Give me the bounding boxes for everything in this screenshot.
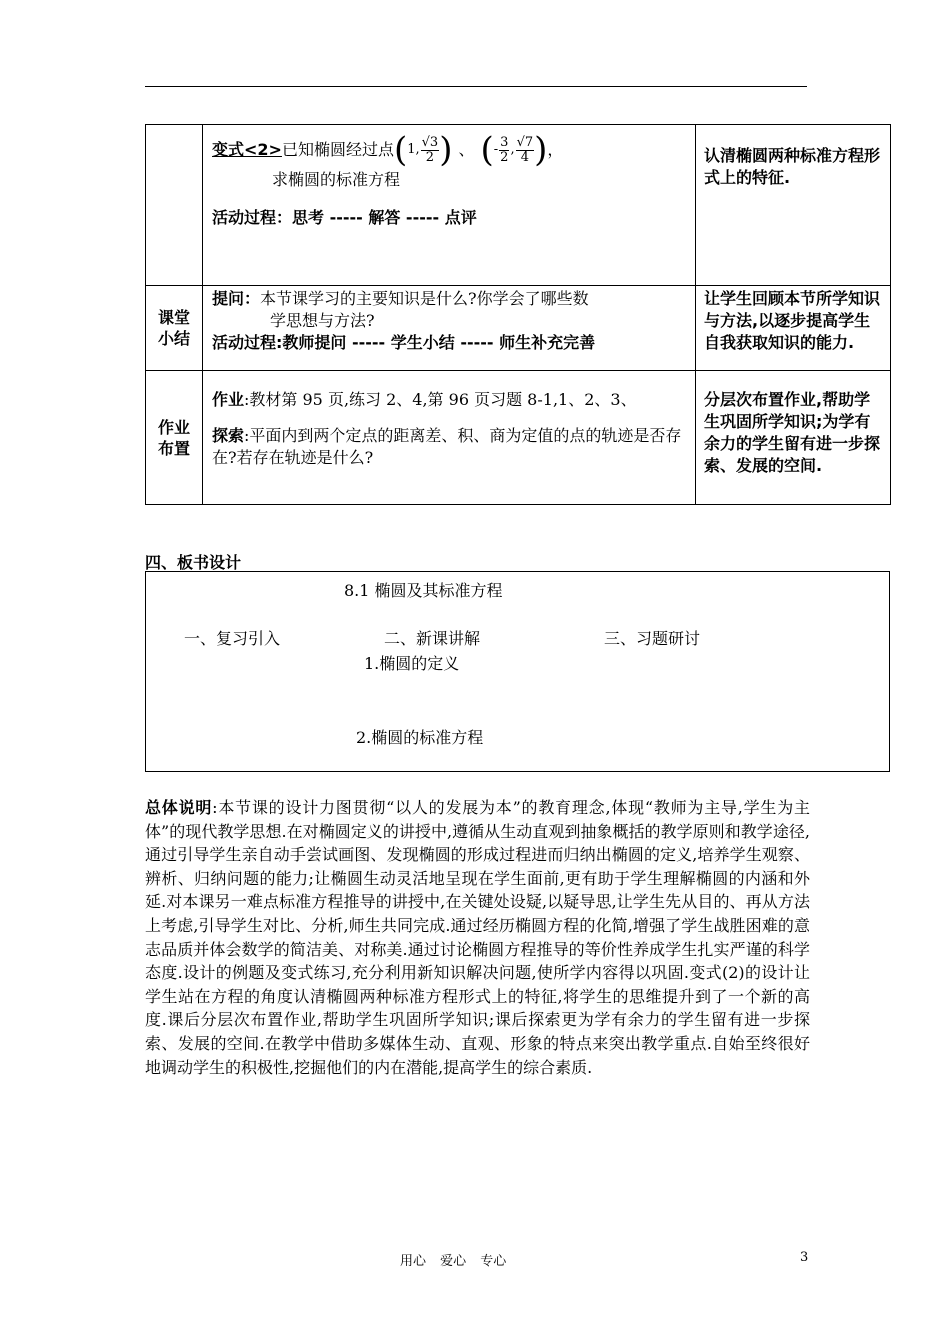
board-item-equation: 2.椭圆的标准方程 (356, 728, 484, 747)
row1-activity (212, 207, 687, 229)
board-col-new: 二、新课讲解 (384, 629, 481, 648)
variant-label: 变式<2> (212, 140, 282, 159)
row2-label-line2: 小结 (157, 329, 190, 348)
table-row (146, 286, 891, 371)
homework-text: :教材第 95 页,练习 2、4,第 96 页习题 8-1,1、2、3、 (244, 390, 637, 409)
lesson-table (145, 124, 891, 505)
variant-text: 已知椭圆经过点 (281, 140, 394, 159)
page-number: 3 (800, 1250, 809, 1265)
right-paren-icon: ) (439, 130, 453, 170)
explore-text: :平面内到两个定点的距离差、积、商为定值的点的轨迹是否存在?若存在轨迹是什么? (212, 426, 682, 467)
point2-y-num: √7 (516, 134, 534, 150)
point1-x: 1, (407, 142, 420, 157)
board-col-review: 一、复习引入 (184, 629, 281, 648)
homework-label: 作业 (212, 390, 245, 409)
point2-y-fraction (516, 136, 535, 165)
table-row (146, 371, 891, 505)
point2-x-num: 3 (500, 134, 509, 150)
board-title: 8.1 椭圆及其标准方程 (344, 581, 503, 600)
activity-text: ：思考 ----- 解答 ----- 点评 (276, 208, 477, 227)
point1-y-fraction (421, 136, 440, 165)
row1-content-cell (203, 125, 696, 286)
question-text-2: 学思想与方法? (270, 311, 375, 330)
point2-y-den: 4 (520, 149, 529, 165)
table-row (146, 125, 891, 286)
row2-activity (212, 332, 687, 354)
board-design (145, 571, 890, 772)
row3-label-line1: 作业 (157, 417, 190, 437)
point1-y-den: 2 (425, 149, 435, 165)
point2-sign: - (493, 142, 499, 157)
row3-content-cell (203, 371, 696, 505)
question-label: 提问： (212, 289, 261, 308)
footer-motto: 用心 爱心 专心 (400, 1254, 507, 1269)
row3-label-line2: 布置 (157, 438, 190, 458)
row2-goal: 让学生回顾本节所学知识与方法,以逐步提高学生自我获取知识的能力. (704, 289, 881, 352)
summary-paragraph (145, 796, 810, 1079)
row2-label-cell (146, 286, 203, 371)
activity-label: 活动过程 (212, 333, 277, 352)
activity-label: 活动过程 (212, 208, 277, 227)
row2-goal-cell (696, 286, 891, 371)
activity-text: :教师提问 ----- 学生小结 ----- 师生补充完善 (276, 333, 596, 352)
left-paren-icon: ( (393, 130, 408, 170)
row3-goal-cell (696, 371, 891, 505)
row1-goal: 认清椭圆两种标准方程形式上的特征. (704, 146, 881, 187)
summary-label: 总体说明 (145, 798, 213, 817)
point2-comma: , (510, 142, 515, 157)
variant-task: 求椭圆的标准方程 (272, 170, 401, 189)
board-item-definition: 1.椭圆的定义 (364, 654, 460, 673)
row2-label-line1: 课堂 (157, 308, 190, 327)
row3-explore (212, 425, 687, 469)
header-rule (145, 86, 807, 87)
row2-content-cell (203, 286, 696, 371)
left-paren-icon: ( (480, 130, 494, 170)
point1-y-num: √3 (421, 134, 439, 150)
row2-question (212, 288, 687, 310)
row3-goal: 分层次布置作业,帮助学生巩固所学知识;为学有余力的学生留有进一步探索、发展的空间. (704, 390, 881, 475)
row3-homework (212, 389, 687, 411)
summary-text: :本节课的设计力图贯彻“以人的发展为本”的教育理念,体现“教师为主导,学生为主体”的现代教学思想.在对椭圆定义的讲授中,遵循从生动直观到抽象概括的教学原则和教学途径,通过引导学生亲自动手尝试画图、发现椭圆的形成过程进而归纳出椭圆的定义,培养学生观察、辨析、归纳问题的能力;让椭圆生动灵活地呈现在学生面前,更有助于学生理解椭圆的内涵和外延.对本课另一难点标准方程推导的讲授中,在关键处设疑,以疑导思,让学生先从目的、再从方法上考虑,引导学生对比、分析,师生共同完成.通过经历椭圆方程的化简,增强了学生战胜困难的意志品质并体会数学的简洁美、对称美.通过讨论椭圆方程推导的等价性养成学生扎实严谨的科学态度.设计的例题及变式练习,充分利用新知识解决问题,使所学内容得以巩固.变式(2)的设计让学生站在方程的角度认清椭圆两种标准方程形式上的特征,将学生的思维提升到了一个新的高度.课后分层次布置作业,帮助学生巩固所学知识;课后探索更为学有余力的学生留有进一步探索、发展的空间.在教学中借助多媒体生动、直观、形象的特点来突出教学重点.自始至终很好地调动学生的积极性,挖掘他们的内在潜能,提高学生的综合素质. (145, 798, 810, 1077)
point-separator: 、 (458, 140, 475, 159)
point-1 (393, 130, 453, 170)
explore-label: 探索 (212, 426, 245, 445)
trailing-comma: ， (547, 140, 564, 159)
variant-question (212, 130, 687, 170)
row1-label-cell (146, 125, 203, 286)
board-col-exercise: 三、习题研讨 (604, 629, 701, 648)
row3-label-cell (146, 371, 203, 505)
right-paren-icon: ) (534, 130, 548, 170)
point-2 (480, 130, 548, 170)
row1-goal-cell (696, 125, 891, 286)
point2-x-den: 2 (500, 149, 509, 165)
question-text: 本节课学习的主要知识是什么?你学会了哪些数 (260, 289, 589, 308)
section-title: 四、板书设计 (145, 553, 242, 572)
point2-x-fraction (499, 136, 509, 165)
